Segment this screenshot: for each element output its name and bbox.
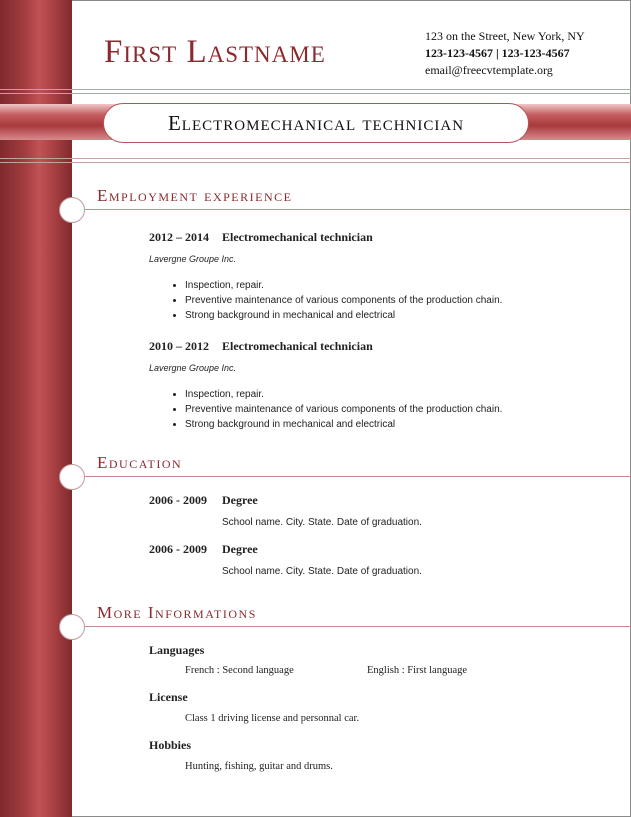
hobbies-label: Hobbies (149, 738, 192, 752)
section-title-education: Education (97, 453, 183, 472)
section-marker-education (59, 464, 85, 490)
job-years: 2012 – 2014 (149, 230, 209, 244)
list-item: • Strong background in mechanical and electrical (185, 417, 502, 432)
section-title-employment: Employment experience (97, 186, 293, 205)
header-rule-bottom (0, 158, 631, 159)
language-first: English : First language (367, 665, 468, 676)
job-company: Lavergne Groupe Inc. (149, 363, 237, 373)
education-degree: Degree (222, 542, 258, 556)
list-item: • Inspection, repair. (185, 278, 502, 293)
education-detail: School name. City. State. Date of graduation. (222, 517, 422, 528)
education-detail: School name. City. State. Date of graduation. (222, 566, 422, 577)
list-item: • Inspection, repair. (185, 387, 502, 402)
job-role: Electromechanical technician (222, 339, 373, 353)
license-label: License (149, 690, 188, 704)
education-years: 2006 - 2009 (149, 542, 207, 556)
language-second: French : Second language (185, 665, 294, 676)
section-rule-more (83, 626, 631, 627)
section-marker-employment (59, 197, 85, 223)
education-degree: Degree (222, 493, 258, 507)
list-item: • Preventive maintenance of various components of the production chain. (185, 402, 502, 417)
languages-label: Languages (149, 643, 205, 657)
hobbies-text: Hunting, fishing, guitar and drums. (185, 761, 333, 772)
section-rule-employment (83, 209, 631, 210)
contact-block (425, 28, 585, 79)
header-rule-bottom-2 (0, 162, 631, 163)
section-title-more: More Informations (97, 603, 257, 622)
header-rule-top (0, 89, 631, 90)
job-title: Electromechanical technician (167, 111, 465, 135)
job-role: Electromechanical technician (222, 230, 373, 244)
section-marker-more (59, 614, 85, 640)
candidate-name: First Lastname (104, 34, 326, 70)
contact-address: 123 on the Street, New York, NY (425, 29, 585, 43)
job-years: 2010 – 2012 (149, 339, 209, 353)
contact-phones: 123-123-4567 | 123-123-4567 (425, 46, 570, 60)
education-years: 2006 - 2009 (149, 493, 207, 507)
contact-email: email@freecvtemplate.org (425, 63, 553, 77)
list-item: • Preventive maintenance of various components of the production chain. (185, 293, 502, 308)
header-rule-top-2 (0, 93, 631, 94)
section-rule-education (83, 476, 631, 477)
job-company: Lavergne Groupe Inc. (149, 254, 237, 264)
job-task-list (170, 387, 502, 432)
license-text: Class 1 driving license and personnal car. (185, 713, 360, 724)
job-task-list (170, 278, 502, 323)
list-item: • Strong background in mechanical and electrical (185, 308, 502, 323)
